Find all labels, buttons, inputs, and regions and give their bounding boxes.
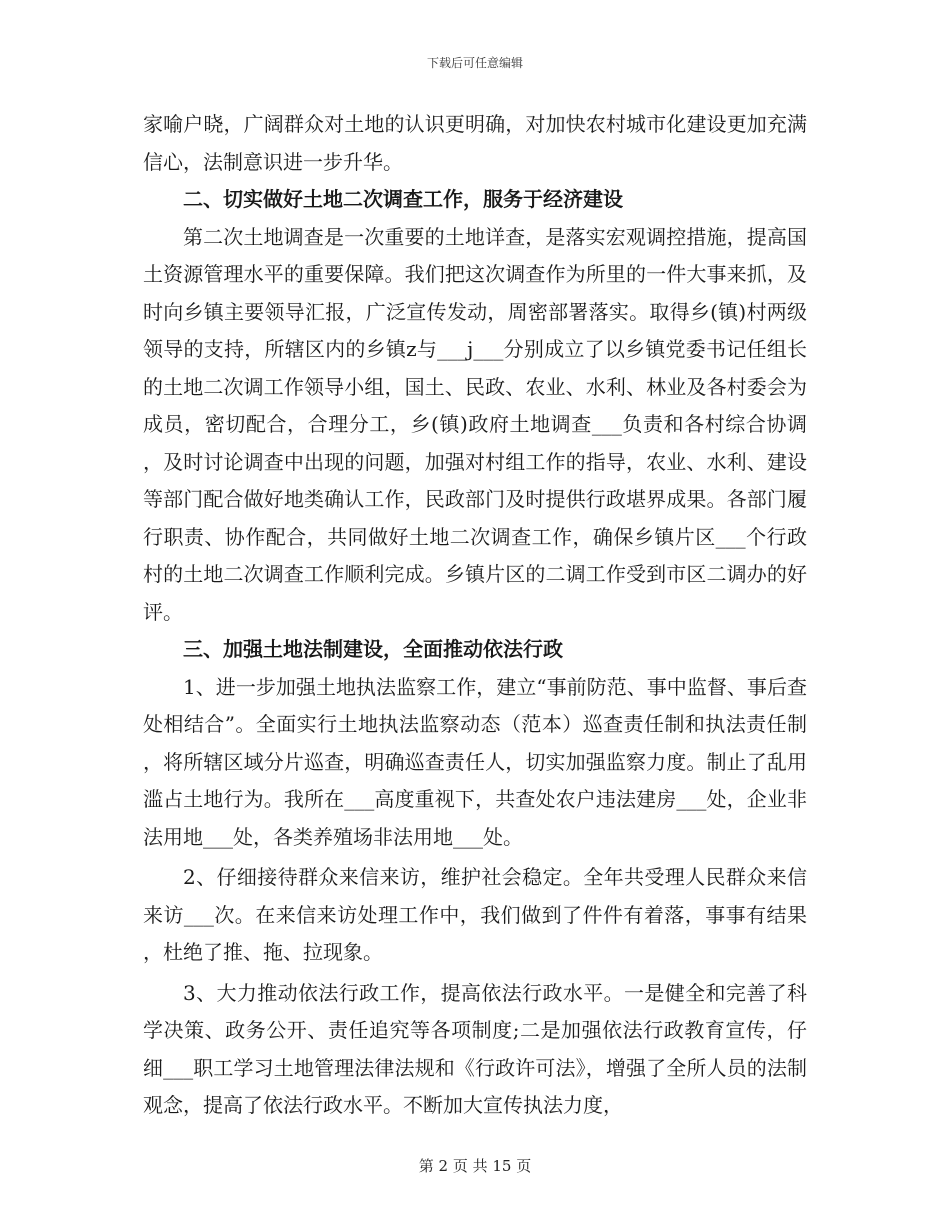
page-header: 下载后可任意编辑 [426,56,523,70]
paragraph-item-1: 1、进一步加强土地执法监察工作，建立“事前防范、事中监督、事后查处相结合”。全面实行土地执法监察动态（范本）巡查责任制和执法责任制，将所辖区域分片巡查，明确巡查责任人，切实加强监察力度。制止了乱用滥占土地行为。我所在___高度重视下，共查处农户违法建房___处，企业非法用地___处，各类养殖场非法用地___处。 [143,674,807,849]
paragraph-item-2: 2、仔细接待群众来信来访，维护社会稳定。全年共受理人民群众来信来访___次。在来信来访处理工作中，我们做到了件件有着落，事事有结果，杜绝了推、拖、拉现象。 [143,865,807,964]
paragraph-survey: 第二次土地调查是一次重要的土地详查，是落实宏观调控措施，提高国土资源管理水平的重要保障。我们把这次调查作为所里的一件大事来抓，及时向乡镇主要领导汇报，广泛宣传发动，周密部署落实。取得乡(镇)村两级领导的支持，所辖区内的乡镇z与___j___分别成立了以乡镇党委书记任组长的土地二次调工作领导小组，国土、民政、农业、水利、林业及各村委会为成员，密切配合，合理分工，乡(镇)政府土地调查___负责和各村综合协调，及时讨论调查中出现的问题，加强对村组工作的指导，农业、水利、建设等部门配合做好地类确认工作，民政部门及时提供行政堪界成果。各部门履行职责、协作配合，共同做好土地二次调查工作，确保乡镇片区___个行政村的土地二次调查工作顺利完成。乡镇片区的二调工作受到市区二调办的好评。 [143,224,807,624]
page-number: 第 2 页 共 15 页 [418,1157,532,1175]
section-heading-3: 三、加强土地法制建设，全面推动依法行政 [183,637,563,661]
paragraph-item-3: 3、大力推动依法行政工作，提高依法行政水平。一是健全和完善了科学决策、政务公开、责任追究等各项制度;二是加强依法行政教育宣传，仔细___职工学习土地管理法律法规和《行政许可法》，增强了全所人员的法制观念，提高了依法行政水平。不断加大宣传执法力度， [143,980,807,1117]
paragraph-continued: 家喻户晓，广阔群众对土地的认识更明确，对加快农村城市化建设更加充满信心，法制意识进一步升华。 [143,112,807,174]
document-body [143,106,807,1125]
section-heading-2: 二、切实做好土地二次调查工作，服务于经济建设 [183,187,623,211]
